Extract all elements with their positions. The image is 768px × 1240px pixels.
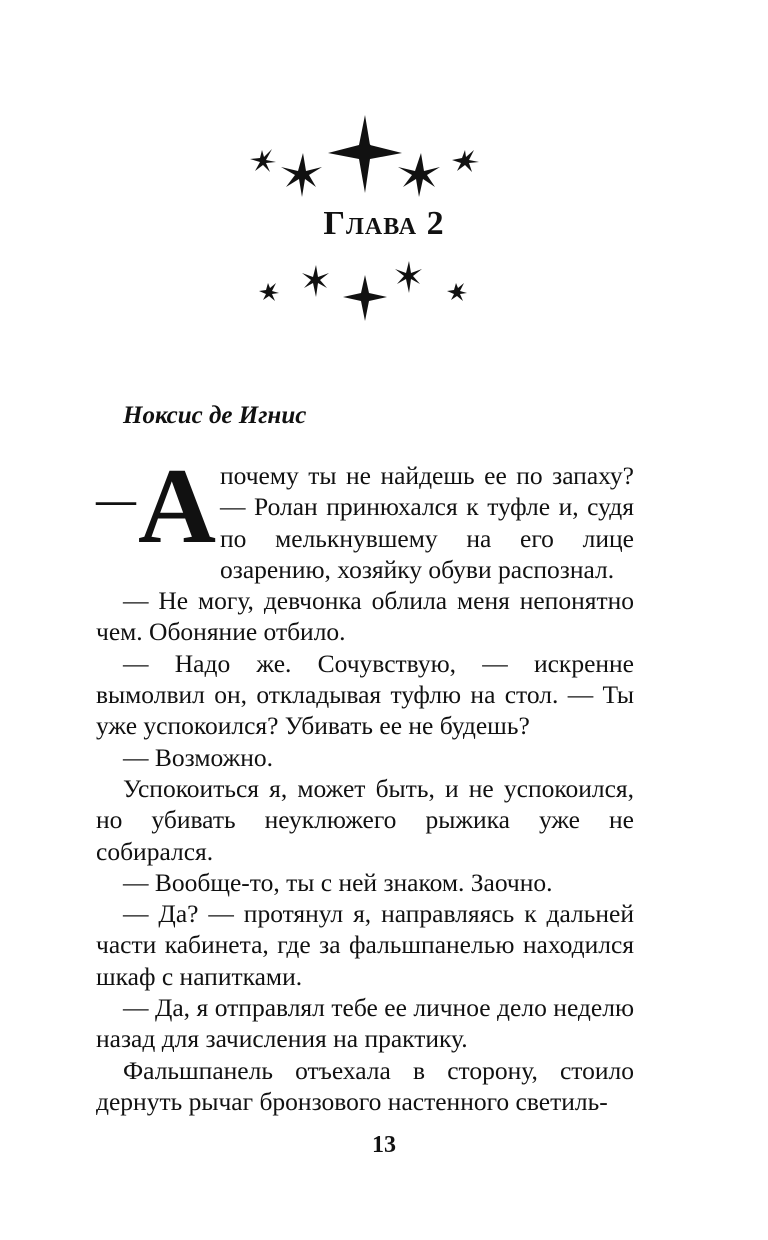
drop-cap-dash: — — [96, 477, 136, 522]
page-number: 13 — [372, 1132, 396, 1158]
star-icon — [250, 149, 276, 172]
star-icon — [354, 139, 376, 163]
star-icon — [398, 153, 440, 197]
paragraph: — Вообще-то, ты с ней знаком. Заочно. — [123, 867, 553, 897]
bottom-star-ornament — [0, 255, 768, 330]
paragraph — [96, 447, 634, 585]
star-icon — [259, 283, 279, 301]
star-cluster-icon — [0, 255, 768, 330]
top-star-ornament — [0, 105, 768, 215]
chapter-body — [96, 447, 634, 1117]
paragraph: Успокоиться я, может быть, и не успокоился, но убивать неуклюжего рыжика уже не собирался. — [96, 773, 634, 866]
star-icon — [395, 261, 422, 293]
star-cluster-icon — [0, 105, 768, 215]
pov-heading: Ноксис де Игнис — [123, 402, 307, 429]
paragraph: — Надо же. Сочувствую, — искренне вымолвил он, откладывая туфлю на стол. — Ты уже успокоился? Убивать ее не будешь? — [96, 648, 634, 741]
paragraph: — Да, я отправлял тебе ее личное дело неделю назад для зачисления на практику. — [96, 993, 634, 1054]
paragraph: — Возможно. — [123, 742, 273, 772]
star-icon — [281, 153, 322, 197]
drop-cap — [96, 447, 216, 567]
drop-cap-letter: А — [138, 447, 216, 567]
star-icon — [447, 283, 467, 301]
star-icon — [343, 275, 387, 321]
chapter-title: Глава 2 — [323, 205, 445, 242]
paragraph: Фальшпанель отъехала в сторону, стоило дернуть рычаг бронзового настенного светиль- — [96, 1055, 634, 1116]
star-icon — [452, 150, 479, 172]
paragraph-text: почему ты не найдешь ее по запаху? — Ролан принюхался к туфле и, судя по мелькнувшему на его лице озарению, хозяйку обуви распознал. — [220, 461, 634, 584]
paragraph: — Не могу, девчонка облила меня непонятно чем. Обоняние отбило. — [96, 586, 634, 647]
star-icon — [302, 265, 329, 297]
paragraph: — Да? — протянул я, направляясь к дальней части кабинета, где за фальшпанелью находился шкаф с напитками. — [96, 899, 634, 991]
